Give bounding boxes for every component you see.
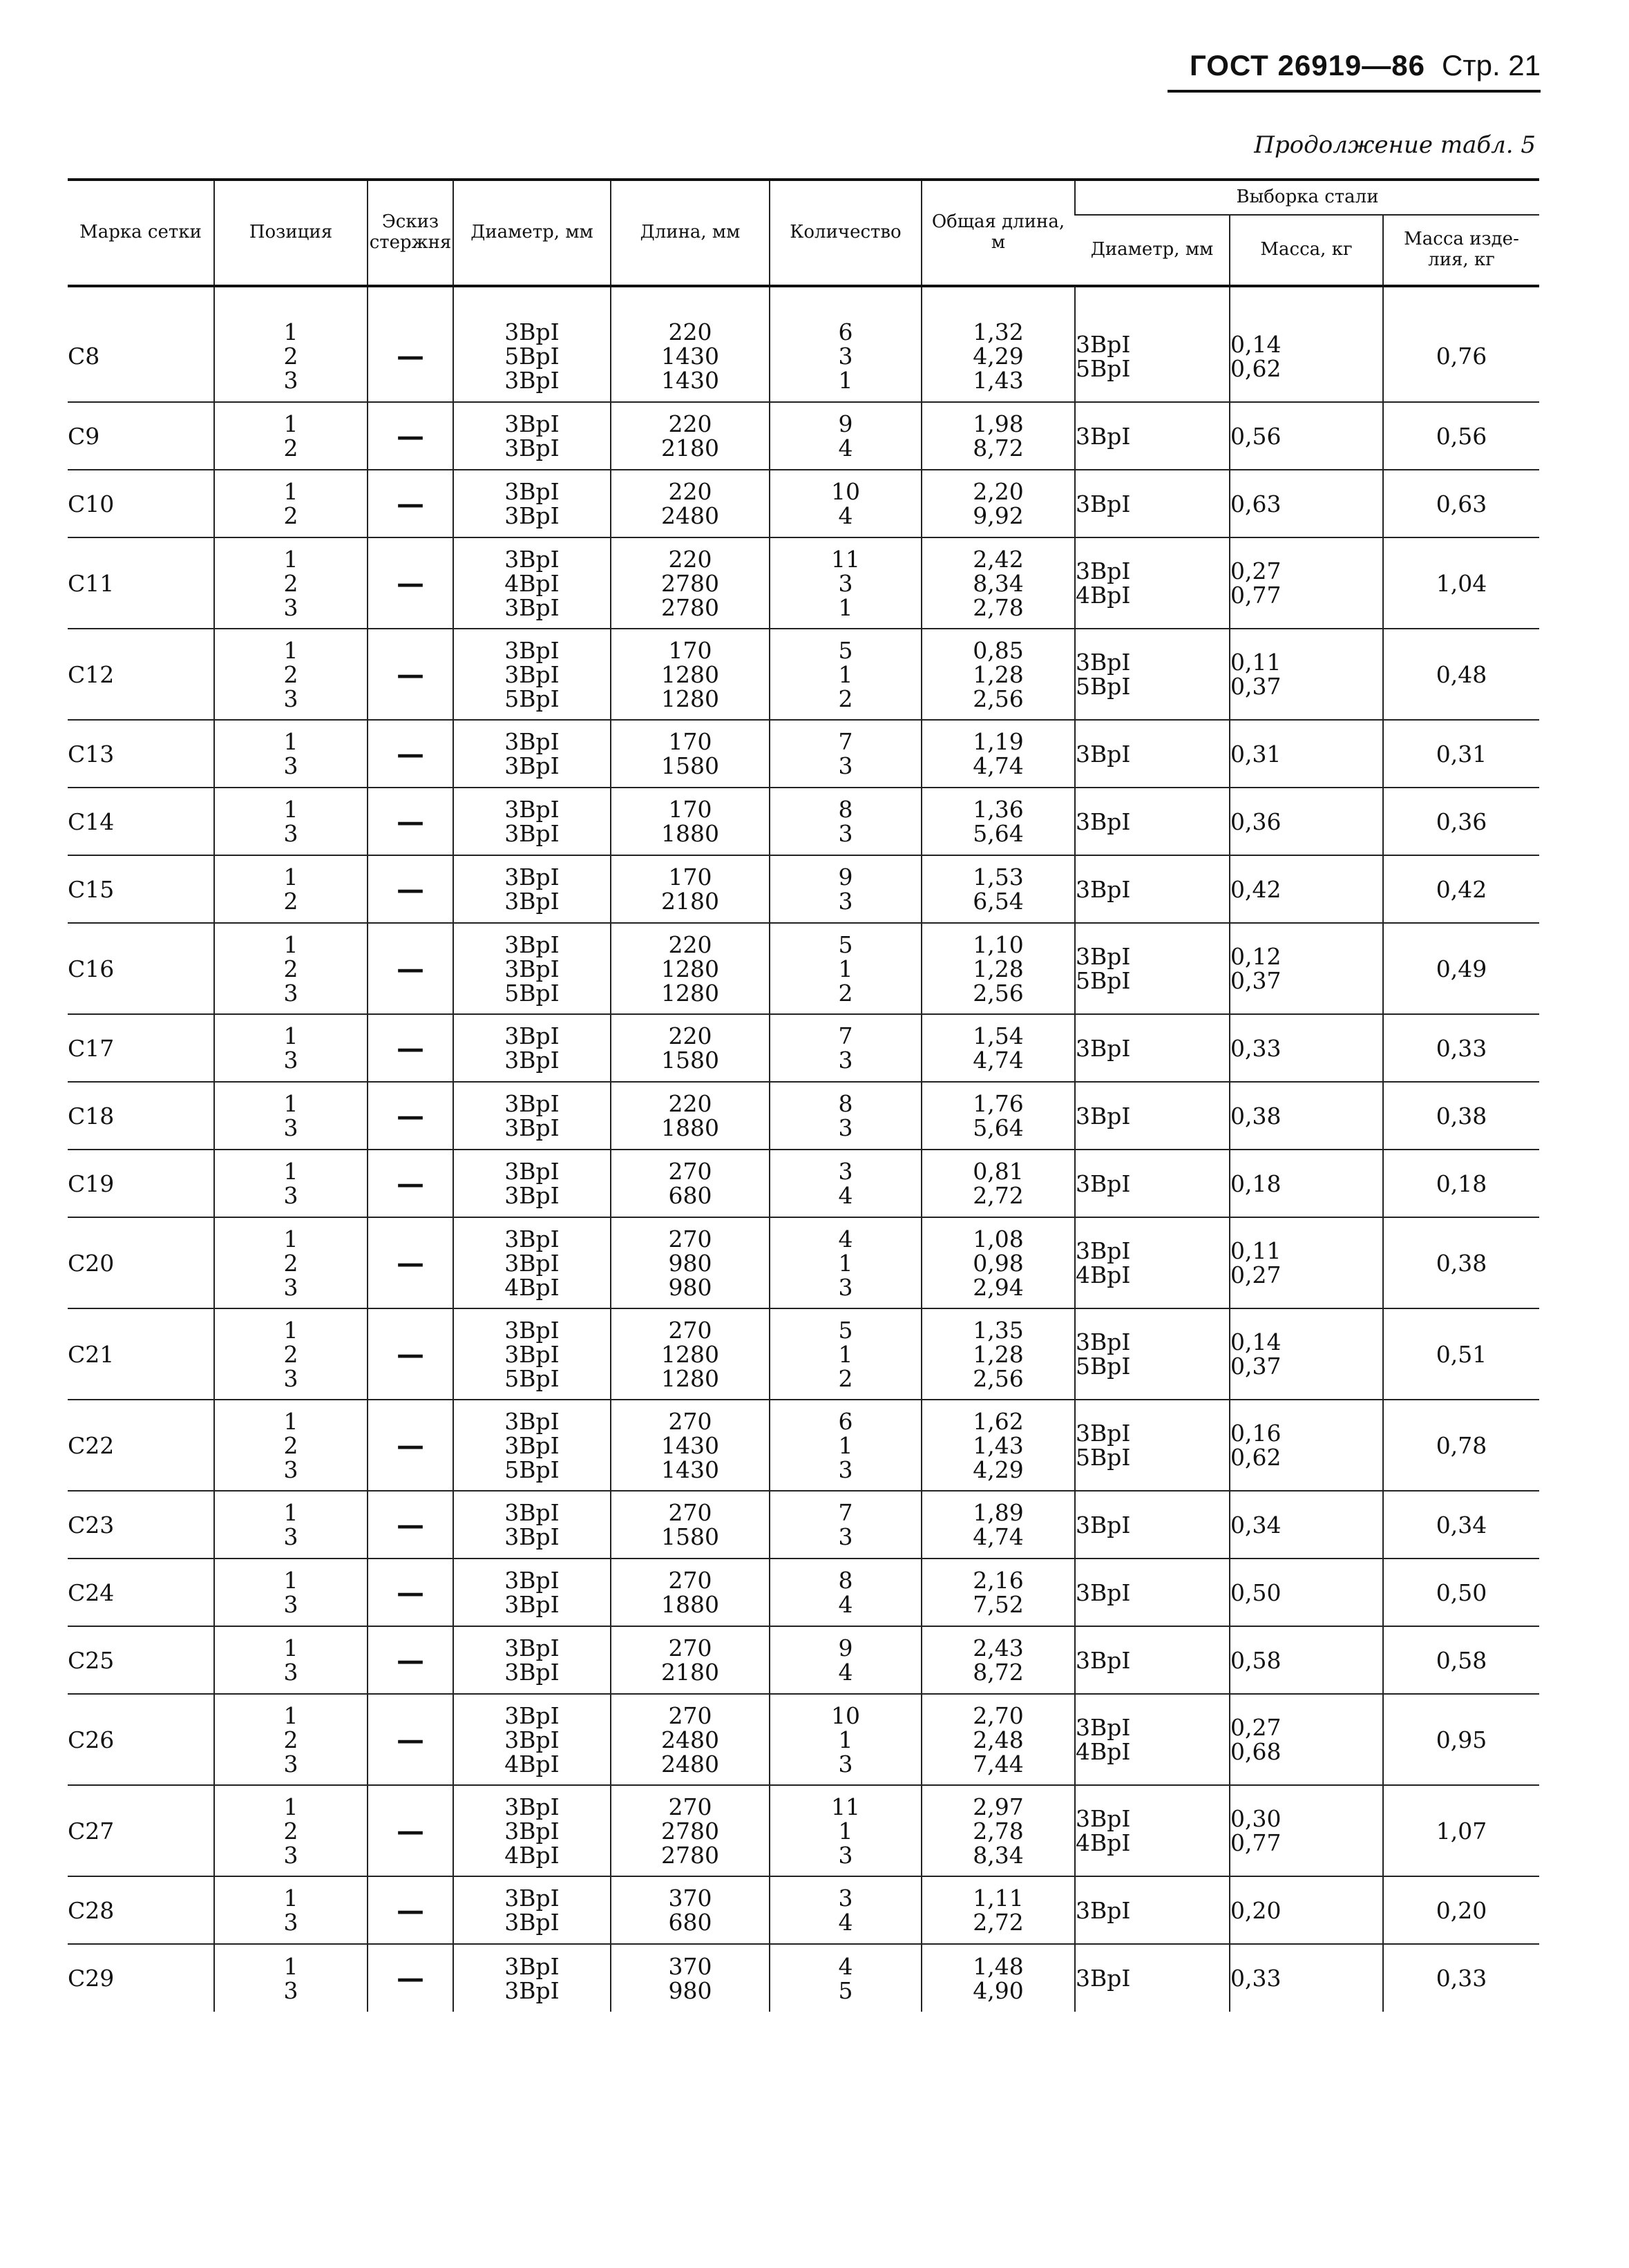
- cell-quantity: 8 3: [770, 1082, 922, 1150]
- page-header: [1168, 41, 1541, 93]
- cell-steel-diameter: 3BpI 4BpI: [1075, 1785, 1230, 1876]
- cell-sketch: —: [368, 1150, 453, 1217]
- cell-position: 1 3: [214, 1944, 368, 2012]
- cell-quantity: 11 1 3: [770, 1785, 922, 1876]
- cell-position: 1 2 3: [214, 311, 368, 402]
- col-mark: Марка сетки: [79, 222, 202, 243]
- cell-length: 220 2180: [611, 402, 770, 470]
- cell-diameter: 3BpI 3BpI 5BpI: [453, 629, 611, 720]
- cell-position: 1 2 3: [214, 1400, 368, 1491]
- col-total-length: Общая длина, м: [922, 180, 1075, 286]
- cell-sketch: —: [368, 1308, 453, 1400]
- cell-steel-mass: 0,27 0,77: [1230, 537, 1383, 629]
- cell-total-length: 1,08 0,98 2,94: [922, 1217, 1075, 1308]
- cell-steel-diameter: 3BpI: [1075, 1491, 1230, 1559]
- cell-steel-mass: 0,56: [1230, 402, 1383, 470]
- table-row: [68, 1308, 1539, 1400]
- table-spacer-row: [68, 286, 1539, 311]
- table-row: [68, 1014, 1539, 1082]
- cell-position: 1 3: [214, 1876, 368, 1944]
- cell-sketch: —: [368, 1626, 453, 1694]
- cell-diameter: 3BpI 3BpI: [453, 1626, 611, 1694]
- table-row: [68, 788, 1539, 855]
- cell-steel-diameter: 3BpI: [1075, 1014, 1230, 1082]
- cell-length: 270 2480 2480: [611, 1694, 770, 1785]
- cell-diameter: 3BpI 4BpI 3BpI: [453, 537, 611, 629]
- cell-mark: С28: [68, 1876, 214, 1944]
- table-row: [68, 311, 1539, 402]
- cell-steel-diameter: 3BpI: [1075, 402, 1230, 470]
- cell-quantity: 10 1 3: [770, 1694, 922, 1785]
- cell-position: 1 3: [214, 1014, 368, 1082]
- cell-total-length: 1,53 6,54: [922, 855, 1075, 923]
- cell-diameter: 3BpI 3BpI: [453, 1559, 611, 1626]
- cell-length: 220 1280 1280: [611, 923, 770, 1014]
- table-row: [68, 1785, 1539, 1876]
- cell-diameter: 3BpI 3BpI: [453, 1150, 611, 1217]
- cell-diameter: 3BpI 3BpI: [453, 720, 611, 788]
- cell-steel-diameter: 3BpI 4BpI: [1075, 1217, 1230, 1308]
- col-diameter: Диаметр, мм: [453, 180, 611, 286]
- cell-product-mass: 0,33: [1383, 1014, 1539, 1082]
- cell-quantity: 9 4: [770, 1626, 922, 1694]
- cell-total-length: 1,36 5,64: [922, 788, 1075, 855]
- cell-steel-diameter: 3BpI 4BpI: [1075, 1694, 1230, 1785]
- col-sketch: Эскиз стержня: [368, 180, 453, 286]
- table-row: [68, 1150, 1539, 1217]
- cell-mark: С18: [68, 1082, 214, 1150]
- cell-diameter: 3BpI 3BpI: [453, 402, 611, 470]
- cell-product-mass: 0,78: [1383, 1400, 1539, 1491]
- cell-steel-diameter: 3BpI: [1075, 1876, 1230, 1944]
- cell-steel-diameter: 3BpI 5BpI: [1075, 1308, 1230, 1400]
- cell-quantity: 8 3: [770, 788, 922, 855]
- cell-length: 170 1880: [611, 788, 770, 855]
- cell-mark: С13: [68, 720, 214, 788]
- cell-quantity: 7 3: [770, 1491, 922, 1559]
- table-row: [68, 1944, 1539, 2012]
- table-row: [68, 470, 1539, 537]
- cell-sketch: —: [368, 1400, 453, 1491]
- cell-quantity: 9 3: [770, 855, 922, 923]
- cell-mark: С16: [68, 923, 214, 1014]
- cell-sketch: —: [368, 1694, 453, 1785]
- cell-steel-mass: 0,14 0,62: [1230, 311, 1383, 402]
- cell-position: 1 2 3: [214, 1785, 368, 1876]
- cell-product-mass: 1,07: [1383, 1785, 1539, 1876]
- cell-steel-mass: 0,38: [1230, 1082, 1383, 1150]
- cell-quantity: 5 1 2: [770, 1308, 922, 1400]
- cell-steel-mass: 0,30 0,77: [1230, 1785, 1383, 1876]
- cell-mark: С22: [68, 1400, 214, 1491]
- cell-quantity: 8 4: [770, 1559, 922, 1626]
- cell-position: 1 3: [214, 1626, 368, 1694]
- table-row: [68, 1082, 1539, 1150]
- cell-position: 1 2 3: [214, 629, 368, 720]
- cell-quantity: 3 4: [770, 1150, 922, 1217]
- table-row: [68, 1217, 1539, 1308]
- cell-position: 1 2 3: [214, 1217, 368, 1308]
- cell-quantity: 5 1 2: [770, 923, 922, 1014]
- cell-sketch: —: [368, 1014, 453, 1082]
- cell-sketch: —: [368, 923, 453, 1014]
- cell-length: 370 680: [611, 1876, 770, 1944]
- cell-mark: С21: [68, 1308, 214, 1400]
- cell-position: 1 2 3: [214, 923, 368, 1014]
- cell-total-length: 1,19 4,74: [922, 720, 1075, 788]
- cell-steel-mass: 0,63: [1230, 470, 1383, 537]
- table-row: [68, 537, 1539, 629]
- cell-steel-diameter: 3BpI 5BpI: [1075, 1400, 1230, 1491]
- cell-position: 1 2: [214, 402, 368, 470]
- cell-sketch: —: [368, 1491, 453, 1559]
- table-row: [68, 1491, 1539, 1559]
- cell-position: 1 3: [214, 1150, 368, 1217]
- table-caption: Продолжение табл. 5: [1254, 131, 1536, 159]
- cell-product-mass: 0,63: [1383, 470, 1539, 537]
- cell-total-length: 0,85 1,28 2,56: [922, 629, 1075, 720]
- cell-sketch: —: [368, 1876, 453, 1944]
- cell-steel-diameter: 3BpI: [1075, 788, 1230, 855]
- cell-mark: С14: [68, 788, 214, 855]
- cell-steel-diameter: 3BpI 5BpI: [1075, 629, 1230, 720]
- table-row: [68, 1626, 1539, 1694]
- cell-diameter: 3BpI 3BpI: [453, 1014, 611, 1082]
- cell-product-mass: 0,76: [1383, 311, 1539, 402]
- cell-steel-diameter: 3BpI: [1075, 1559, 1230, 1626]
- cell-diameter: 3BpI 3BpI 4BpI: [453, 1694, 611, 1785]
- cell-diameter: 3BpI 3BpI: [453, 1944, 611, 2012]
- table-row: [68, 720, 1539, 788]
- page-number: Стр. 21: [1442, 49, 1541, 82]
- cell-length: 220 1430 1430: [611, 311, 770, 402]
- cell-product-mass: 0,38: [1383, 1082, 1539, 1150]
- cell-mark: С24: [68, 1559, 214, 1626]
- cell-steel-diameter: 3BpI 4BpI: [1075, 537, 1230, 629]
- cell-diameter: 3BpI 3BpI: [453, 1876, 611, 1944]
- cell-diameter: 3BpI 3BpI 4BpI: [453, 1217, 611, 1308]
- cell-steel-diameter: 3BpI: [1075, 1626, 1230, 1694]
- cell-length: 270 2180: [611, 1626, 770, 1694]
- cell-quantity: 6 1 3: [770, 1400, 922, 1491]
- cell-length: 220 1880: [611, 1082, 770, 1150]
- table-row: [68, 1694, 1539, 1785]
- cell-product-mass: 0,33: [1383, 1944, 1539, 2012]
- cell-product-mass: 0,51: [1383, 1308, 1539, 1400]
- cell-steel-mass: 0,11 0,37: [1230, 629, 1383, 720]
- standard-number: ГОСТ 26919—86: [1189, 49, 1426, 82]
- table-body: [68, 286, 1539, 2012]
- cell-position: 1 3: [214, 788, 368, 855]
- cell-total-length: 2,97 2,78 8,34: [922, 1785, 1075, 1876]
- table-row: [68, 402, 1539, 470]
- cell-product-mass: 0,18: [1383, 1150, 1539, 1217]
- cell-steel-diameter: 3BpI: [1075, 720, 1230, 788]
- cell-length: 370 980: [611, 1944, 770, 2012]
- cell-quantity: 7 3: [770, 720, 922, 788]
- cell-mark: С8: [68, 311, 214, 402]
- cell-product-mass: 0,42: [1383, 855, 1539, 923]
- table-row: [68, 855, 1539, 923]
- cell-total-length: 1,11 2,72: [922, 1876, 1075, 1944]
- cell-sketch: —: [368, 470, 453, 537]
- cell-quantity: 5 1 2: [770, 629, 922, 720]
- cell-length: 270 1880: [611, 1559, 770, 1626]
- cell-product-mass: 0,48: [1383, 629, 1539, 720]
- cell-total-length: 1,10 1,28 2,56: [922, 923, 1075, 1014]
- cell-mark: С25: [68, 1626, 214, 1694]
- cell-sketch: —: [368, 1217, 453, 1308]
- cell-diameter: 3BpI 3BpI: [453, 855, 611, 923]
- cell-quantity: 4 5: [770, 1944, 922, 2012]
- cell-total-length: 0,81 2,72: [922, 1150, 1075, 1217]
- cell-total-length: 1,89 4,74: [922, 1491, 1075, 1559]
- cell-position: 1 2 3: [214, 1308, 368, 1400]
- cell-product-mass: 0,31: [1383, 720, 1539, 788]
- cell-steel-mass: 0,14 0,37: [1230, 1308, 1383, 1400]
- table-row: [68, 1559, 1539, 1626]
- cell-product-mass: 0,34: [1383, 1491, 1539, 1559]
- cell-steel-diameter: 3BpI: [1075, 855, 1230, 923]
- cell-position: 1 3: [214, 720, 368, 788]
- cell-product-mass: 1,04: [1383, 537, 1539, 629]
- cell-position: 1 2: [214, 855, 368, 923]
- cell-mark: С11: [68, 537, 214, 629]
- cell-total-length: 2,20 9,92: [922, 470, 1075, 537]
- cell-mark: С10: [68, 470, 214, 537]
- cell-steel-mass: 0,27 0,68: [1230, 1694, 1383, 1785]
- cell-sketch: —: [368, 311, 453, 402]
- cell-total-length: 1,32 4,29 1,43: [922, 311, 1075, 402]
- cell-total-length: 2,16 7,52: [922, 1559, 1075, 1626]
- cell-position: 1 2 3: [214, 1694, 368, 1785]
- cell-length: 220 2480: [611, 470, 770, 537]
- cell-sketch: —: [368, 537, 453, 629]
- steel-mesh-table: [68, 178, 1539, 2012]
- cell-steel-mass: 0,33: [1230, 1014, 1383, 1082]
- cell-position: 1 3: [214, 1491, 368, 1559]
- table-row: [68, 923, 1539, 1014]
- cell-sketch: —: [368, 855, 453, 923]
- cell-sketch: —: [368, 1944, 453, 2012]
- cell-steel-diameter: 3BpI: [1075, 1150, 1230, 1217]
- cell-mark: С23: [68, 1491, 214, 1559]
- cell-total-length: 1,54 4,74: [922, 1014, 1075, 1082]
- cell-sketch: —: [368, 629, 453, 720]
- cell-sketch: —: [368, 788, 453, 855]
- cell-product-mass: 0,20: [1383, 1876, 1539, 1944]
- cell-mark: С12: [68, 629, 214, 720]
- cell-mark: С20: [68, 1217, 214, 1308]
- cell-position: 1 3: [214, 1559, 368, 1626]
- cell-quantity: 4 1 3: [770, 1217, 922, 1308]
- cell-steel-mass: 0,31: [1230, 720, 1383, 788]
- cell-quantity: 11 3 1: [770, 537, 922, 629]
- cell-mark: С15: [68, 855, 214, 923]
- cell-product-mass: 0,95: [1383, 1694, 1539, 1785]
- cell-steel-mass: 0,12 0,37: [1230, 923, 1383, 1014]
- cell-quantity: 6 3 1: [770, 311, 922, 402]
- col-length: Длина, мм: [611, 180, 770, 286]
- cell-length: 270 980 980: [611, 1217, 770, 1308]
- cell-length: 170 1280 1280: [611, 629, 770, 720]
- cell-total-length: 2,43 8,72: [922, 1626, 1075, 1694]
- cell-position: 1 2 3: [214, 537, 368, 629]
- cell-diameter: 3BpI 3BpI: [453, 788, 611, 855]
- cell-diameter: 3BpI 3BpI: [453, 1491, 611, 1559]
- col-steel-mass: Масса, кг: [1230, 215, 1383, 286]
- cell-steel-diameter: 3BpI 5BpI: [1075, 923, 1230, 1014]
- cell-length: 220 2780 2780: [611, 537, 770, 629]
- cell-steel-mass: 0,20: [1230, 1876, 1383, 1944]
- cell-quantity: 3 4: [770, 1876, 922, 1944]
- col-steel-group: Выборка стали: [1075, 180, 1539, 215]
- cell-diameter: 3BpI 3BpI: [453, 1082, 611, 1150]
- cell-total-length: 1,98 8,72: [922, 402, 1075, 470]
- cell-mark: С19: [68, 1150, 214, 1217]
- table-row: [68, 1876, 1539, 1944]
- cell-product-mass: 0,58: [1383, 1626, 1539, 1694]
- cell-total-length: 1,76 5,64: [922, 1082, 1075, 1150]
- cell-quantity: 9 4: [770, 402, 922, 470]
- cell-quantity: 7 3: [770, 1014, 922, 1082]
- cell-total-length: 1,62 1,43 4,29: [922, 1400, 1075, 1491]
- col-position: Позиция: [214, 180, 368, 286]
- table-row: [68, 1400, 1539, 1491]
- cell-length: 170 2180: [611, 855, 770, 923]
- cell-total-length: 1,35 1,28 2,56: [922, 1308, 1075, 1400]
- cell-steel-diameter: 3BpI 5BpI: [1075, 311, 1230, 402]
- cell-steel-mass: 0,11 0,27: [1230, 1217, 1383, 1308]
- cell-steel-mass: 0,42: [1230, 855, 1383, 923]
- cell-mark: С9: [68, 402, 214, 470]
- cell-length: 170 1580: [611, 720, 770, 788]
- cell-product-mass: 0,50: [1383, 1559, 1539, 1626]
- cell-steel-diameter: 3BpI: [1075, 470, 1230, 537]
- cell-length: 270 680: [611, 1150, 770, 1217]
- cell-total-length: 1,48 4,90: [922, 1944, 1075, 2012]
- col-quantity: Количество: [770, 180, 922, 286]
- cell-steel-mass: 0,16 0,62: [1230, 1400, 1383, 1491]
- cell-position: 1 3: [214, 1082, 368, 1150]
- table-row: [68, 629, 1539, 720]
- cell-sketch: —: [368, 402, 453, 470]
- cell-sketch: —: [368, 1082, 453, 1150]
- cell-product-mass: 0,49: [1383, 923, 1539, 1014]
- cell-steel-mass: 0,58: [1230, 1626, 1383, 1694]
- cell-total-length: 2,70 2,48 7,44: [922, 1694, 1075, 1785]
- cell-length: 270 1280 1280: [611, 1308, 770, 1400]
- cell-steel-diameter: 3BpI: [1075, 1944, 1230, 2012]
- cell-steel-mass: 0,34: [1230, 1491, 1383, 1559]
- cell-length: 270 1580: [611, 1491, 770, 1559]
- cell-diameter: 3BpI 3BpI 5BpI: [453, 1308, 611, 1400]
- cell-steel-mass: 0,18: [1230, 1150, 1383, 1217]
- cell-steel-mass: 0,50: [1230, 1559, 1383, 1626]
- cell-mark: С27: [68, 1785, 214, 1876]
- cell-mark: С17: [68, 1014, 214, 1082]
- cell-product-mass: 0,38: [1383, 1217, 1539, 1308]
- col-steel-diameter: Диаметр, мм: [1090, 239, 1214, 260]
- cell-steel-mass: 0,36: [1230, 788, 1383, 855]
- cell-diameter: 3BpI 5BpI 3BpI: [453, 311, 611, 402]
- cell-length: 220 1580: [611, 1014, 770, 1082]
- cell-mark: С26: [68, 1694, 214, 1785]
- cell-product-mass: 0,56: [1383, 402, 1539, 470]
- cell-diameter: 3BpI 3BpI 4BpI: [453, 1785, 611, 1876]
- cell-steel-diameter: 3BpI: [1075, 1082, 1230, 1150]
- cell-sketch: —: [368, 1785, 453, 1876]
- cell-sketch: —: [368, 1559, 453, 1626]
- cell-total-length: 2,42 8,34 2,78: [922, 537, 1075, 629]
- cell-length: 270 1430 1430: [611, 1400, 770, 1491]
- cell-diameter: 3BpI 3BpI: [453, 470, 611, 537]
- cell-product-mass: 0,36: [1383, 788, 1539, 855]
- cell-steel-mass: 0,33: [1230, 1944, 1383, 2012]
- cell-diameter: 3BpI 3BpI 5BpI: [453, 1400, 611, 1491]
- cell-diameter: 3BpI 3BpI 5BpI: [453, 923, 611, 1014]
- cell-position: 1 2: [214, 470, 368, 537]
- cell-mark: С29: [68, 1965, 115, 1992]
- cell-quantity: 10 4: [770, 470, 922, 537]
- col-product-mass: Масса изде-лия, кг: [1383, 215, 1539, 286]
- cell-sketch: —: [368, 720, 453, 788]
- cell-length: 270 2780 2780: [611, 1785, 770, 1876]
